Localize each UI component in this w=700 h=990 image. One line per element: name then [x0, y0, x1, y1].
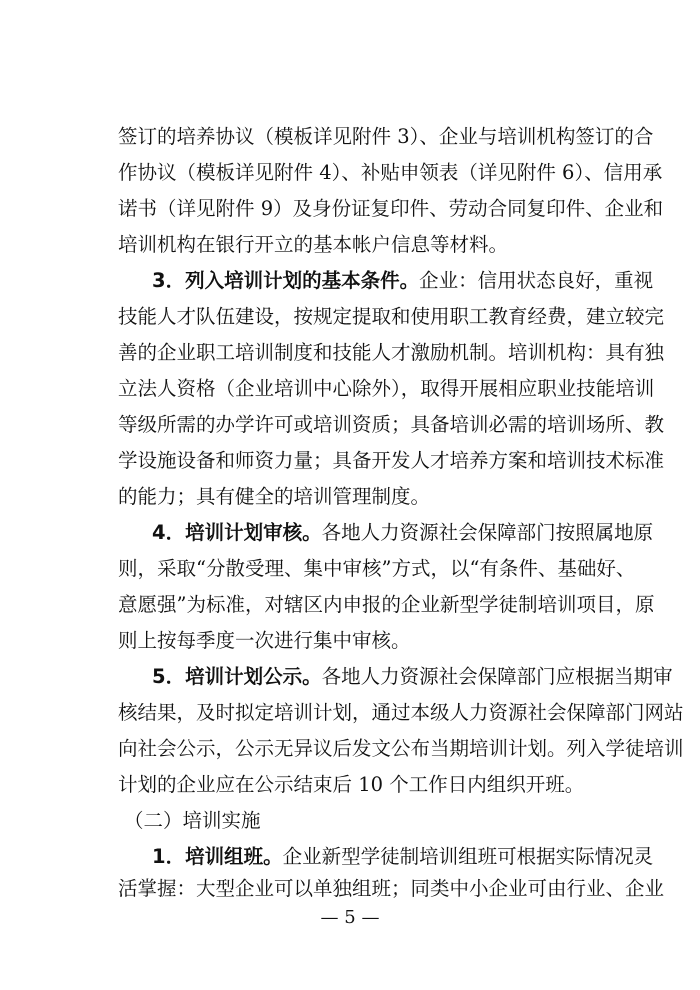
item-5-heading: 5．培训计划公示。	[152, 665, 322, 688]
paragraph-line: 意愿强”为标准，对辖区内申报的企业新型学徒制培训项目，原	[118, 593, 655, 616]
paragraph-line: 诺书（详见附件 9）及身份证复印件、劳动合同复印件、企业和	[118, 197, 664, 220]
paragraph-line: 等级所需的办学许可或培训资质；具备培训必需的培训场所、教	[118, 413, 665, 436]
paragraph-line: 学设施设备和师资力量；具备开发人才培养方案和培训技术标准	[118, 449, 665, 472]
paragraph-line: 则，采取“分散受理、集中审核”方式，以“有条件、基础好、	[118, 557, 636, 580]
paragraph-line: 善的企业职工培训制度和技能人才激励机制。培训机构：具有独	[118, 341, 665, 364]
paragraph-line: 培训机构在银行开立的基本帐户信息等材料。	[118, 233, 509, 256]
section-heading: （二）培训实施	[124, 809, 261, 832]
item-3-text: 企业：信用状态良好，重视	[419, 269, 654, 292]
item-1-first-line	[152, 841, 654, 873]
paragraph-line: 技能人才队伍建设，按规定提取和使用职工教育经费，建立较完	[118, 305, 665, 328]
paragraph-line: 核结果，及时拟定培训计划，通过本级人力资源社会保障部门网站	[118, 701, 684, 724]
item-3-first-line	[152, 265, 654, 297]
item-3-heading: 3．列入培训计划的基本条件。	[152, 269, 420, 292]
item-1-heading: 1．培训组班。	[152, 845, 283, 868]
paragraph-line: 计划的企业应在公示结束后 10 个工作日内组织开班。	[118, 773, 585, 796]
page-number: — 5 —	[320, 907, 380, 928]
paragraph-line: 向社会公示，公示无异议后发文公布当期培训计划。列入学徒培训	[118, 737, 684, 760]
item-4-heading: 4．培训计划审核。	[152, 521, 322, 544]
paragraph-line: 签订的培养协议（模板详见附件 3）、企业与培训机构签订的合	[118, 125, 654, 148]
paragraph-line: 作协议（模板详见附件 4）、补贴申领表（详见附件 6）、信用承	[118, 161, 663, 184]
paragraph-line: 则上按每季度一次进行集中审核。	[118, 629, 411, 652]
paragraph-line: 活掌握：大型企业可以单独组班；同类中小企业可由行业、企业	[118, 877, 665, 900]
item-5-first-line	[152, 661, 673, 693]
paragraph-line: 立法人资格（企业培训中心除外），取得开展相应职业技能培训	[118, 377, 655, 400]
item-5-text: 各地人力资源社会保障部门应根据当期审	[321, 665, 673, 688]
item-1-text: 企业新型学徒制培训组班可根据实际情况灵	[282, 845, 654, 868]
paragraph-line: 的能力；具有健全的培训管理制度。	[118, 485, 431, 508]
item-4-first-line	[152, 517, 654, 549]
item-4-text: 各地人力资源社会保障部门按照属地原	[321, 521, 654, 544]
